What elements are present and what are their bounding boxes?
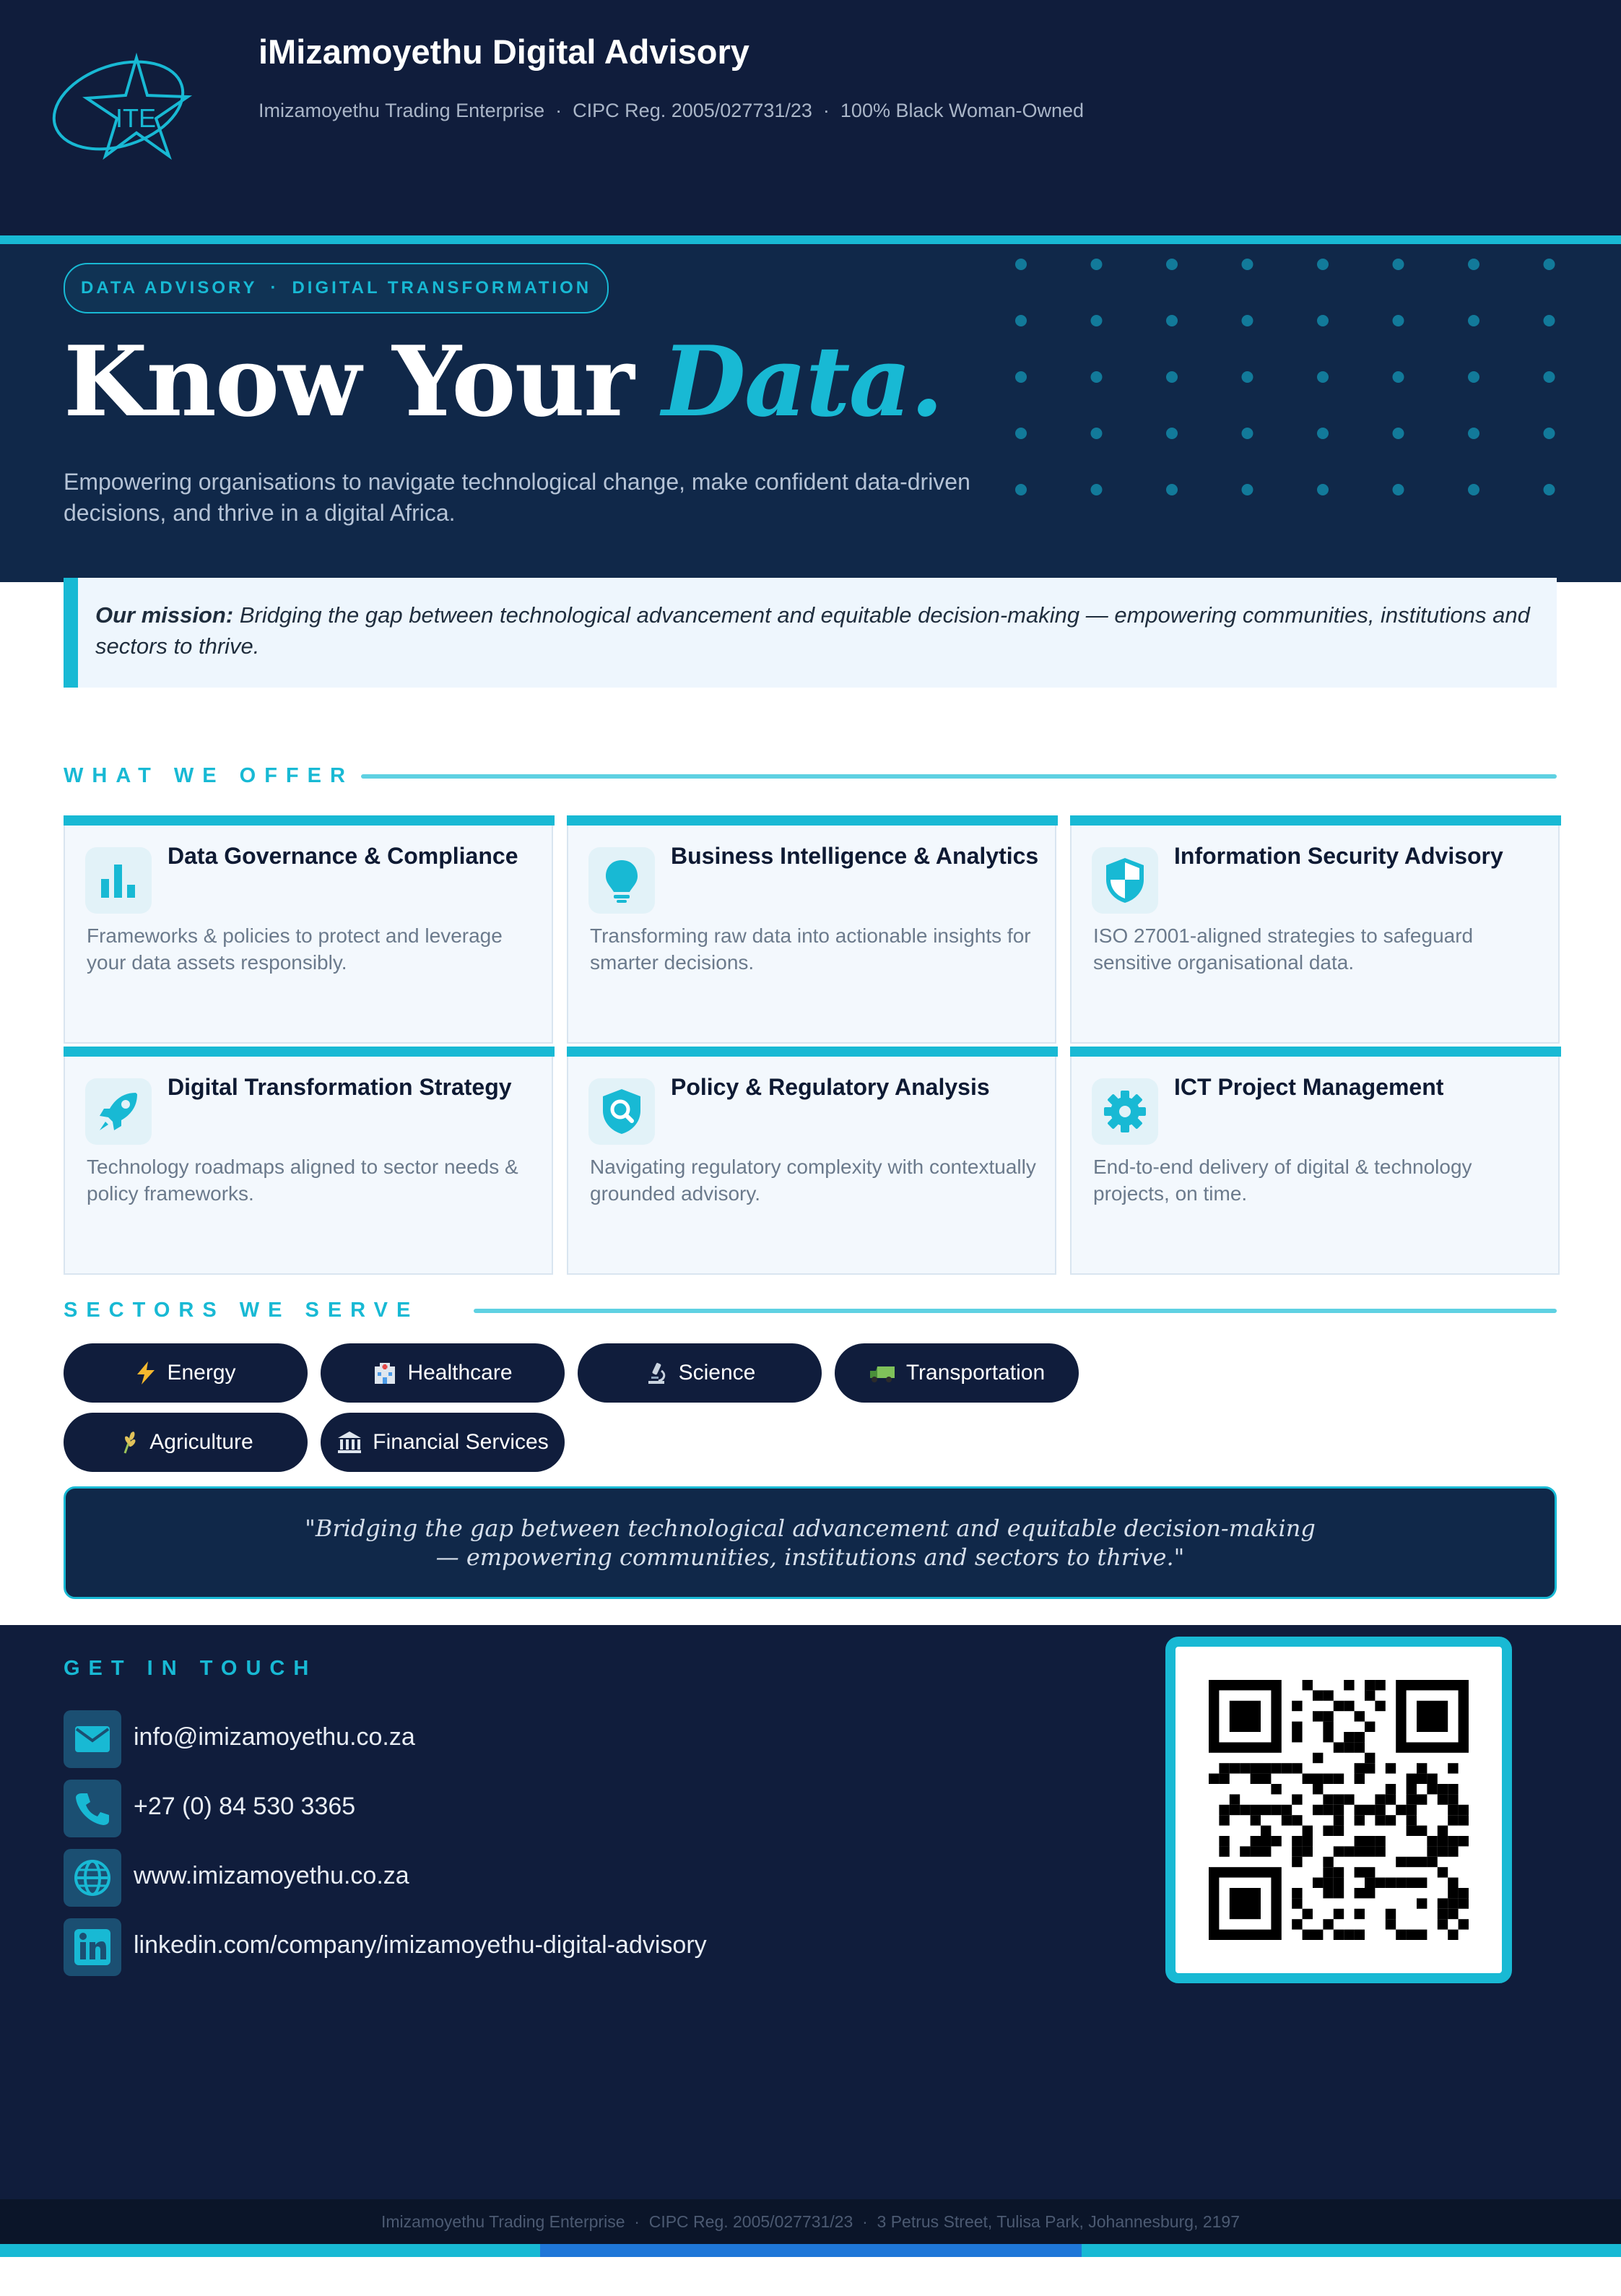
decor-dot [1091,315,1103,326]
decor-dot [1393,484,1404,495]
sector-label: Transportation [905,1361,1046,1385]
hospital-icon [373,1361,397,1385]
decor-dot [1015,315,1027,326]
email-icon [64,1710,121,1768]
decor-dot [1242,484,1253,495]
card-description: Technology roadmaps aligned to sector needs & policy frameworks. [87,1156,518,1205]
sector-transportation [835,1343,1079,1403]
service-card-ict-project-management [1070,1057,1560,1275]
decor-dot [1091,371,1103,383]
decor-dot [1242,428,1253,439]
mission-box [64,578,1557,688]
shield-icon [1092,847,1158,914]
decor-dot [1015,371,1027,383]
lightbulb-icon [588,847,655,914]
lightning-icon [135,1361,157,1385]
card-accent-bar [1070,1047,1561,1057]
contact-linkedin[interactable]: linkedin.com/company/imizamoyethu-digital-advisory [134,1931,707,1959]
service-card-policy-regulatory [567,1057,1056,1275]
service-card-business-intelligence [567,826,1056,1044]
header-stripe [0,235,1621,244]
decor-dot [1015,259,1027,270]
shield-search-icon [588,1078,655,1145]
decor-dot [1015,428,1027,439]
decor-dot [1393,371,1404,383]
card-description: Frameworks & policies to protect and leverage your data assets responsibly. [87,924,503,974]
decor-dot [1242,371,1253,383]
footer-bar [0,2199,1621,2244]
hero-title [64,324,942,439]
tag-separator: · [270,278,279,298]
microscope-icon [644,1361,669,1385]
sector-agriculture [64,1413,308,1472]
service-card-information-security [1070,826,1560,1044]
sectors-divider [474,1309,1557,1313]
decor-dot [1468,428,1479,439]
decor-dot [1166,484,1178,495]
qr-code[interactable] [1209,1680,1469,1940]
truck-icon [869,1362,896,1384]
decor-dot [1166,428,1178,439]
hero-title-main: Know Your [64,324,633,438]
decor-dot [1544,484,1555,495]
service-card-data-governance [64,826,553,1044]
sector-label: Healthcare [407,1361,513,1385]
card-accent-bar [567,1047,1058,1057]
ite-logo [46,48,201,173]
company-name: iMizamoyethu Digital Advisory [258,33,749,71]
phone-icon [64,1780,121,1837]
card-title: ICT Project Management [1174,1074,1444,1100]
card-title: Information Security Advisory [1174,843,1503,869]
offer-divider [361,774,1557,779]
card-title: Business Intelligence & Analytics [671,843,1039,869]
service-card-digital-transformation [64,1057,553,1275]
bar-chart-icon [85,847,152,914]
contact-phone[interactable]: +27 (0) 84 530 3365 [134,1793,356,1820]
contact-website[interactable]: www.imizamoyethu.co.za [134,1862,409,1889]
decor-dot [1242,315,1253,326]
decor-dot [1242,259,1253,270]
card-accent-bar [567,815,1058,826]
decor-dot [1091,428,1103,439]
card-description: Navigating regulatory complexity with contextually grounded advisory. [590,1156,1036,1205]
decor-dot [1468,259,1479,270]
offer-heading: WHAT WE OFFER [64,764,354,787]
decor-dot [1091,259,1103,270]
quote-line-2: — empowering communities, institutions and sectors to thrive." [435,1543,1185,1571]
card-accent-bar [1070,815,1561,826]
decor-dot [1166,315,1178,326]
card-description: ISO 27001-aligned strategies to safeguard sensitive organisational data. [1093,924,1474,974]
decor-dot [1317,484,1329,495]
dot-pattern [996,246,1574,506]
rocket-icon [85,1078,152,1145]
decor-dot [1544,315,1555,326]
decor-dot [1317,428,1329,439]
decor-dot [1317,315,1329,326]
sector-label: Financial Services [373,1430,549,1454]
mission-label: Our mission: [95,602,234,628]
decor-dot [1544,428,1555,439]
sector-label: Agriculture [149,1430,253,1454]
card-title: Digital Transformation Strategy [168,1074,512,1100]
footer-text: Imizamoyethu Trading Enterprise · CIPC Reg. 2005/027731/23 · 3 Petrus Street, Tulisa Park, Johannesburg, 2197 [381,2211,1240,2231]
page-bottom-margin [0,2257,1621,2296]
quote-box [64,1486,1557,1599]
sector-financial-services [321,1413,565,1472]
contact-email[interactable]: info@imizamoyethu.co.za [134,1723,415,1751]
sectors-heading: SECTORS WE SERVE [64,1299,420,1322]
tag-data-advisory: DATA ADVISORY [81,278,258,298]
linkedin-icon [64,1918,121,1976]
decor-dot [1091,484,1103,495]
card-description: Transforming raw data into actionable insights for smarter decisions. [590,924,1031,974]
sector-energy [64,1343,308,1403]
decor-dot [1544,259,1555,270]
sector-label: Science [678,1361,756,1385]
decor-dot [1393,428,1404,439]
hero-description: Empowering organisations to navigate technological change, make confident data-driven decisions, and thrive in a digital Africa. [64,469,970,526]
decor-dot [1468,315,1479,326]
globe-icon [64,1849,121,1907]
gear-icon [1092,1078,1158,1145]
card-title: Policy & Regulatory Analysis [671,1074,990,1100]
contact-heading: GET IN TOUCH [64,1657,318,1680]
hero-title-accent: Data. [661,324,943,438]
tag-digital-transformation: DIGITAL TRANSFORMATION [292,278,592,298]
decor-dot [1317,371,1329,383]
mission-text: Bridging the gap between technological advancement and equitable decision-making — empowering communities, institutions and sectors to thrive. [95,602,1530,659]
sector-science [578,1343,822,1403]
wheat-icon [118,1430,139,1455]
logo-text: ITE [116,103,157,133]
company-subtitle: Imizamoyethu Trading Enterprise · CIPC Reg. 2005/027731/23 · 100% Black Woman-Owned [258,100,1085,121]
bottom-stripe-center [540,2244,1082,2257]
decor-dot [1393,315,1404,326]
bank-icon [336,1430,362,1455]
quote-line-1: "Bridging the gap between technological advancement and equitable decision-making [305,1515,1316,1542]
decor-dot [1544,371,1555,383]
decor-dot [1393,259,1404,270]
decor-dot [1468,484,1479,495]
sector-label: Energy [167,1361,236,1385]
decor-dot [1317,259,1329,270]
card-title: Data Governance & Compliance [168,843,518,869]
decor-dot [1166,259,1178,270]
hero-tag-pill [64,263,609,313]
sector-healthcare [321,1343,565,1403]
card-accent-bar [64,815,555,826]
decor-dot [1166,371,1178,383]
card-accent-bar [64,1047,555,1057]
decor-dot [1015,484,1027,495]
card-description: End-to-end delivery of digital & technology projects, on time. [1093,1156,1472,1205]
decor-dot [1468,371,1479,383]
